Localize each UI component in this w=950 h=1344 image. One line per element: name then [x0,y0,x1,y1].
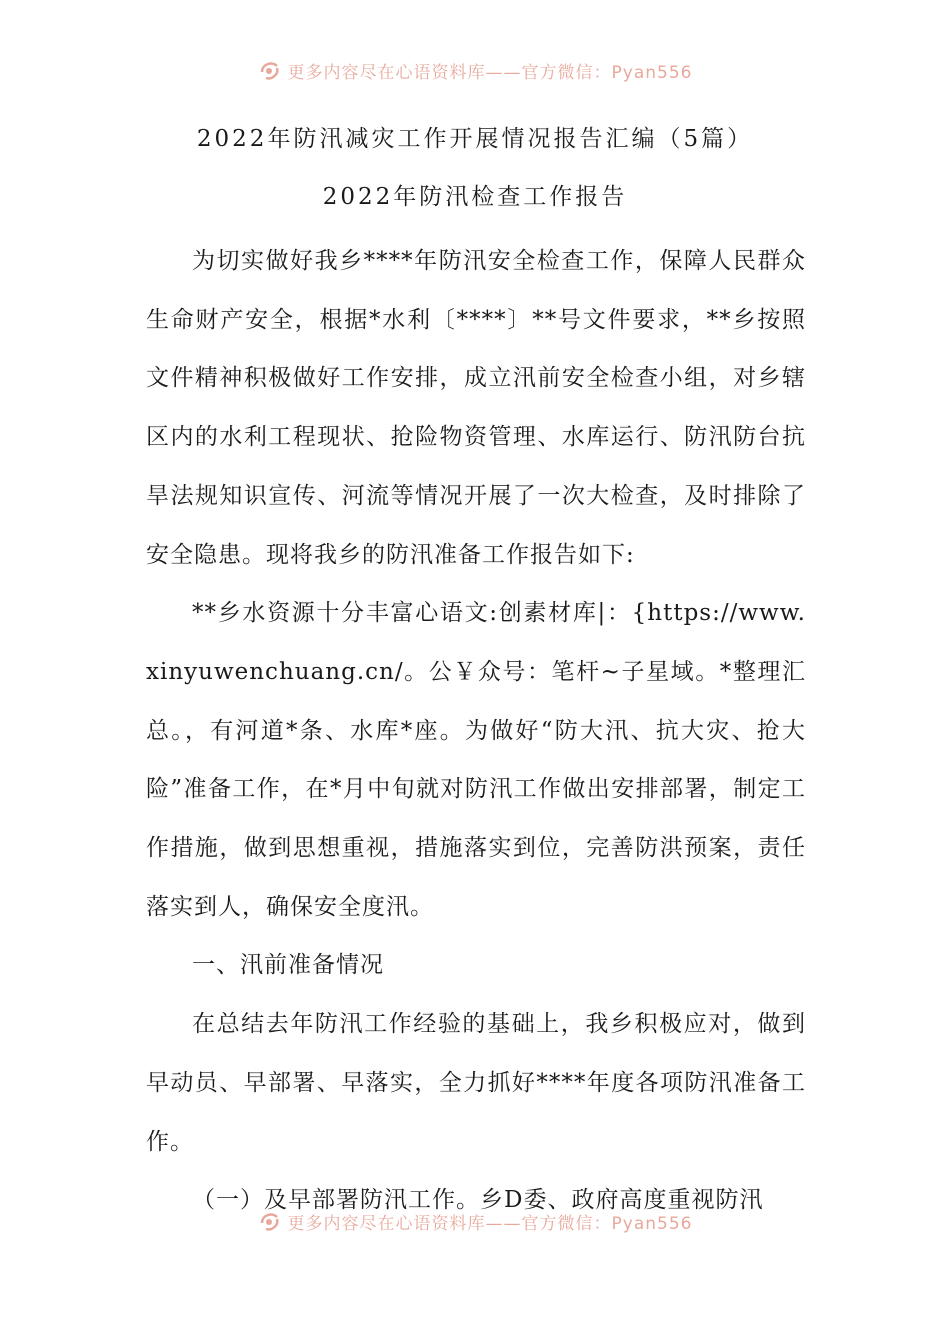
watermark-logo-icon [258,1209,282,1233]
document-title: 2022年防汛减灾工作开展情况报告汇编（5篇） [196,126,754,152]
paragraph-deployment: （一）及早部署防汛工作。乡D委、政府高度重视防汛 [192,1187,764,1214]
paragraph-intro: 为切实做好我乡****年防汛安全检查工作，保障人民群众生命财产安全，根据*水利〔****〕**号文件要求，**乡按照文件精神积极做好工作安排，成立汛前安全检查小组，对乡辖区内的水利工程现状、抢险物资管理、水库运行、防汛防台抗旱法规知识宣传、河流等情况开展了一次大检查，及时排除了安全隐患。现将我乡的防汛准备工作报告如下: [146,248,806,568]
section-heading-preparation: 一、汛前准备情况 [192,952,384,979]
watermark-logo-icon [258,58,282,82]
watermark-top [0,55,950,85]
watermark-text: 更多内容尽在心语资料库——官方微信：Pyan556 [287,62,693,83]
watermark-text: 更多内容尽在心语资料库——官方微信：Pyan556 [287,1213,693,1234]
document-subtitle: 2022年防汛检查工作报告 [322,184,628,210]
document-body [146,232,806,1230]
paragraph-preparation: 在总结去年防汛工作经验的基础上，我乡积极应对，做到早动员、早部署、早落实，全力抓好****年度各项防汛准备工作。 [146,1011,806,1155]
watermark-bottom [0,1206,950,1236]
paragraph-water-resources: **乡水资源十分丰富心语文:创素材库|：{https://www.xinyuwenchuang.cn/。公￥众号：笔杆~子星域。*整理汇总。，有河道*条、水库*座。为做好“防大汛、抗大灾、抢大险”准备工作，在*月中旬就对防汛工作做出安排部署，制定工作措施，做到思想重视，措施落实到位，完善防洪预案，责任落实到人，确保安全度汛。 [146,600,806,920]
